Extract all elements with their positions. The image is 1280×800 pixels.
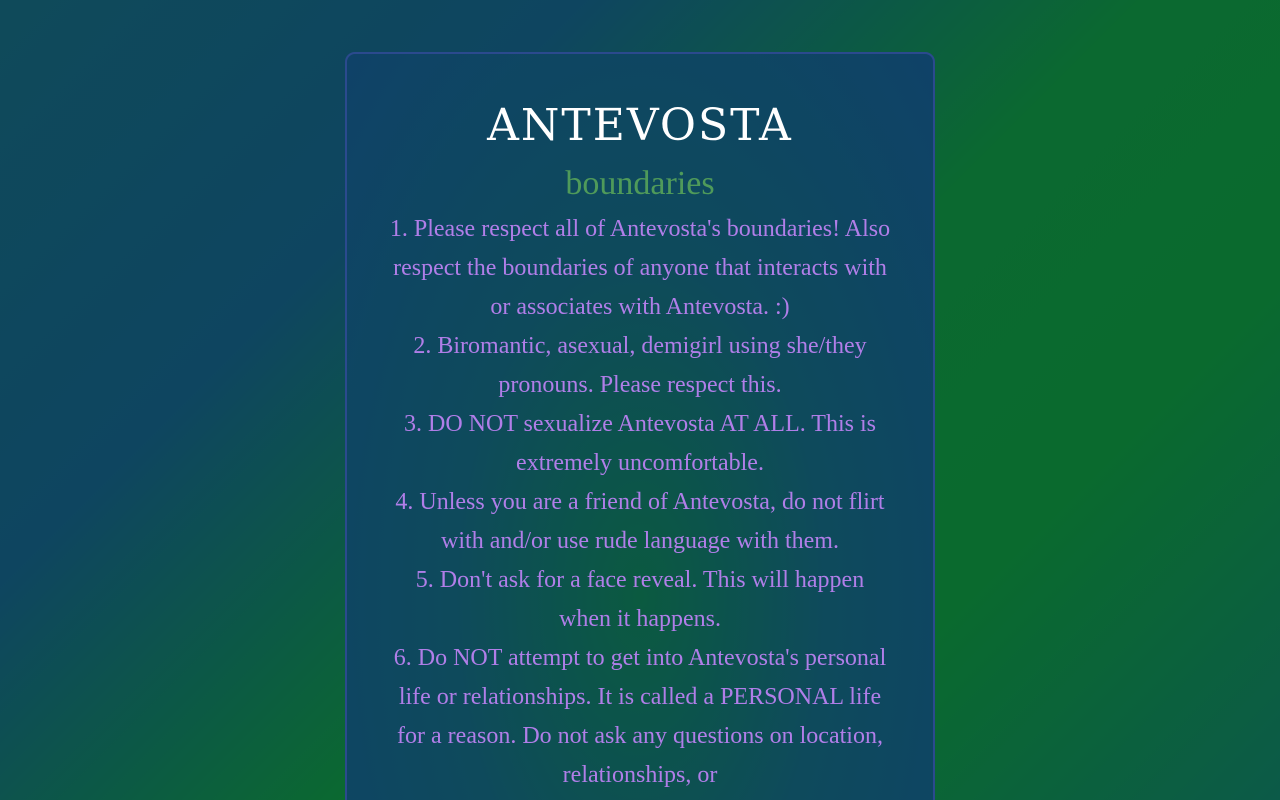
rule-item: 3. DO NOT sexualize Antevosta AT ALL. This is extremely uncomfortable. bbox=[404, 411, 876, 476]
rule-item: 2. Biromantic, asexual, demigirl using she/they pronouns. Please respect this. bbox=[413, 333, 867, 398]
section-heading: boundaries bbox=[565, 165, 715, 202]
rule-item: 4. Unless you are a friend of Antevosta, do not flirt with and/or use rude language with them. bbox=[395, 489, 885, 554]
boundaries-card bbox=[345, 52, 935, 800]
rule-item: 6. Do NOT attempt to get into Antevosta's personal life or relationships. It is called a PERSONAL life for a reason. Do not ask any questions on location, relationships, or bbox=[393, 645, 887, 788]
rule-item: 1. Please respect all of Antevosta's boundaries! Also respect the boundaries of anyone that interacts with or associates with Antevosta. :) bbox=[389, 216, 891, 320]
rules-list bbox=[347, 210, 933, 795]
site-title: ANTEVOSTA bbox=[487, 100, 793, 151]
rule-item: 5. Don't ask for a face reveal. This will happen when it happens. bbox=[415, 567, 865, 632]
